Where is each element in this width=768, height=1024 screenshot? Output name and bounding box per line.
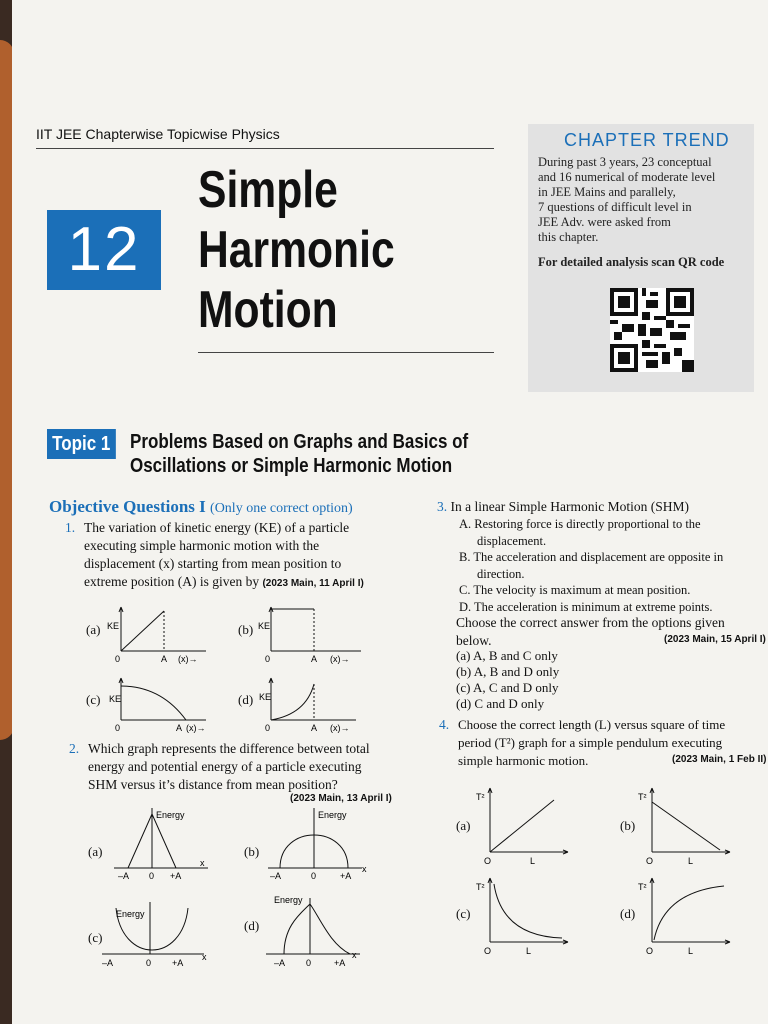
svg-text:KE: KE — [259, 692, 272, 702]
svg-text:–A: –A — [118, 871, 130, 881]
svg-text:O: O — [646, 856, 654, 866]
svg-text:0: 0 — [265, 654, 271, 664]
svg-text:L: L — [688, 946, 694, 956]
q2-option-a-label: (a) — [88, 844, 103, 859]
svg-text:KE: KE — [109, 694, 122, 704]
question-3-options — [456, 648, 559, 712]
question-1-text: The variation of kinetic energy (KE) of a particle executing simple harmonic motion with the displacement (x) starting from mean position to extreme position (A) is given by (2023 Main, 11 April I) — [84, 520, 364, 589]
trend-heading: CHAPTER TREND — [564, 130, 730, 150]
svg-text:O: O — [484, 856, 492, 866]
svg-text:+A: +A — [334, 958, 346, 968]
qr-code-icon[interactable] — [610, 288, 694, 372]
objective-heading: Objective Questions I (Only one correct option) — [49, 497, 353, 516]
svg-text:0: 0 — [149, 871, 155, 881]
svg-text:KE: KE — [107, 621, 120, 631]
q4-option-b-label: (b) — [620, 818, 636, 833]
svg-text:(x)→: (x)→ — [330, 654, 350, 664]
svg-text:–A: –A — [102, 958, 114, 968]
svg-text:x: x — [200, 858, 205, 868]
q2-option-c-label: (c) — [88, 930, 103, 945]
q2-option-b-label: (b) — [244, 844, 260, 859]
svg-text:0: 0 — [115, 723, 121, 733]
svg-text:T²: T² — [476, 882, 485, 892]
question-1-source: (2023 Main, 11 April I) — [262, 578, 364, 589]
chapter-title: Simple Harmonic Motion — [198, 161, 395, 339]
svg-text:(x)→: (x)→ — [178, 654, 198, 664]
svg-text:KE: KE — [258, 621, 271, 631]
svg-text:Energy: Energy — [156, 810, 185, 820]
svg-text:O: O — [646, 946, 654, 956]
svg-text:T²: T² — [638, 792, 647, 802]
svg-text:+A: +A — [340, 871, 352, 881]
q1-option-b-label: (b) — [238, 622, 254, 637]
svg-text:A: A — [311, 723, 318, 733]
question-2: 2. — [69, 741, 80, 756]
q1-graph-d — [256, 674, 368, 736]
q2-graph-d — [262, 888, 374, 970]
question-3-statements: A. Restoring force is directly proportional to the displacement. B. The acceleration and displacement are opposite in direction. C. The velocity is maximum at mean position. D. The acceleration is minimum at extreme points. — [459, 517, 724, 614]
book-title: IIT JEE Chapterwise Topicwise Physics — [36, 126, 280, 142]
q4-option-a-label: (a) — [456, 818, 471, 833]
chapter-number: 12 — [47, 210, 161, 290]
title-rule — [198, 352, 494, 353]
svg-text:(x)→: (x)→ — [330, 723, 350, 733]
svg-text:Energy: Energy — [274, 895, 303, 905]
svg-text:A: A — [161, 654, 168, 664]
q4-option-c-label: (c) — [456, 906, 471, 921]
q2-graph-c — [100, 900, 212, 970]
q1-graph-a — [106, 603, 216, 665]
q4-graph-c — [474, 874, 578, 960]
svg-text:x: x — [202, 952, 207, 962]
svg-text:0: 0 — [146, 958, 152, 968]
svg-text:x: x — [362, 864, 367, 874]
header-rule — [36, 148, 494, 149]
svg-text:T²: T² — [638, 882, 647, 892]
svg-text:–A: –A — [274, 958, 286, 968]
svg-text:O: O — [484, 946, 492, 956]
q1-option-d-label: (d) — [238, 692, 254, 707]
q3-option-a[interactable]: (a) A, B and C only — [456, 648, 558, 663]
question-3-source: (2023 Main, 15 April I) — [664, 634, 766, 645]
svg-text:(x)→: (x)→ — [186, 723, 206, 733]
question-2-text: Which graph represents the difference between total energy and potential energy of a particle executing SHM versus it’s distance from mean position? — [88, 741, 370, 792]
question-3-choose: Choose the correct answer from the options given below. — [456, 615, 725, 648]
question-4-text: Choose the correct length (L) versus square of time period (T²) graph for a simple pendulum executing simple harmonic motion. — [458, 717, 726, 768]
q1-graph-c — [106, 674, 218, 736]
svg-text:Energy: Energy — [318, 810, 347, 820]
question-1: 1. — [65, 520, 76, 535]
q3-option-d[interactable]: (d) C and D only — [456, 696, 545, 711]
question-2-source: (2023 Main, 13 April I) — [290, 793, 392, 804]
q4-graph-d — [636, 874, 740, 960]
svg-text:L: L — [526, 946, 532, 956]
q2-option-d-label: (d) — [244, 918, 260, 933]
question-3: 3. In a linear Simple Harmonic Motion (SHM) — [437, 499, 689, 514]
q3-option-c[interactable]: (c) A, C and D only — [456, 680, 559, 695]
chapter-trend-box: CHAPTER TREND During past 3 years, 23 conceptual and 16 numerical of moderate level in JEE Mains and parallely, 7 questions of difficult level in JEE Adv. were asked from this chapter. For detailed analysis scan QR code — [528, 124, 754, 392]
svg-text:x: x — [352, 950, 357, 960]
svg-text:+A: +A — [170, 871, 182, 881]
svg-text:T²: T² — [476, 792, 485, 802]
svg-text:L: L — [688, 856, 694, 866]
q2-graph-a — [112, 806, 212, 882]
topic-title: Problems Based on Graphs and Basics of Oscillations or Simple Harmonic Motion — [130, 431, 469, 477]
svg-text:0: 0 — [115, 654, 121, 664]
svg-text:Energy: Energy — [116, 909, 145, 919]
svg-text:0: 0 — [311, 871, 317, 881]
svg-text:–A: –A — [270, 871, 282, 881]
svg-text:A: A — [176, 723, 183, 733]
q4-graph-b — [636, 784, 740, 870]
svg-text:L: L — [530, 856, 536, 866]
topic-tag: Topic 1 — [47, 429, 115, 459]
q3-option-b[interactable]: (b) A, B and D only — [456, 664, 560, 679]
question-4-source: (2023 Main, 1 Feb II) — [672, 754, 767, 765]
q1-graph-b — [256, 603, 366, 665]
scan-note: For detailed analysis scan QR code — [538, 255, 725, 269]
q1-option-c-label: (c) — [86, 692, 101, 707]
q4-option-d-label: (d) — [620, 906, 636, 921]
q2-graph-b — [266, 806, 376, 882]
svg-text:A: A — [311, 654, 318, 664]
q4-graph-a — [474, 784, 578, 870]
svg-text:0: 0 — [306, 958, 312, 968]
question-4: 4. — [439, 717, 450, 732]
q1-option-a-label: (a) — [86, 622, 101, 637]
svg-text:+A: +A — [172, 958, 184, 968]
svg-text:0: 0 — [265, 723, 271, 733]
